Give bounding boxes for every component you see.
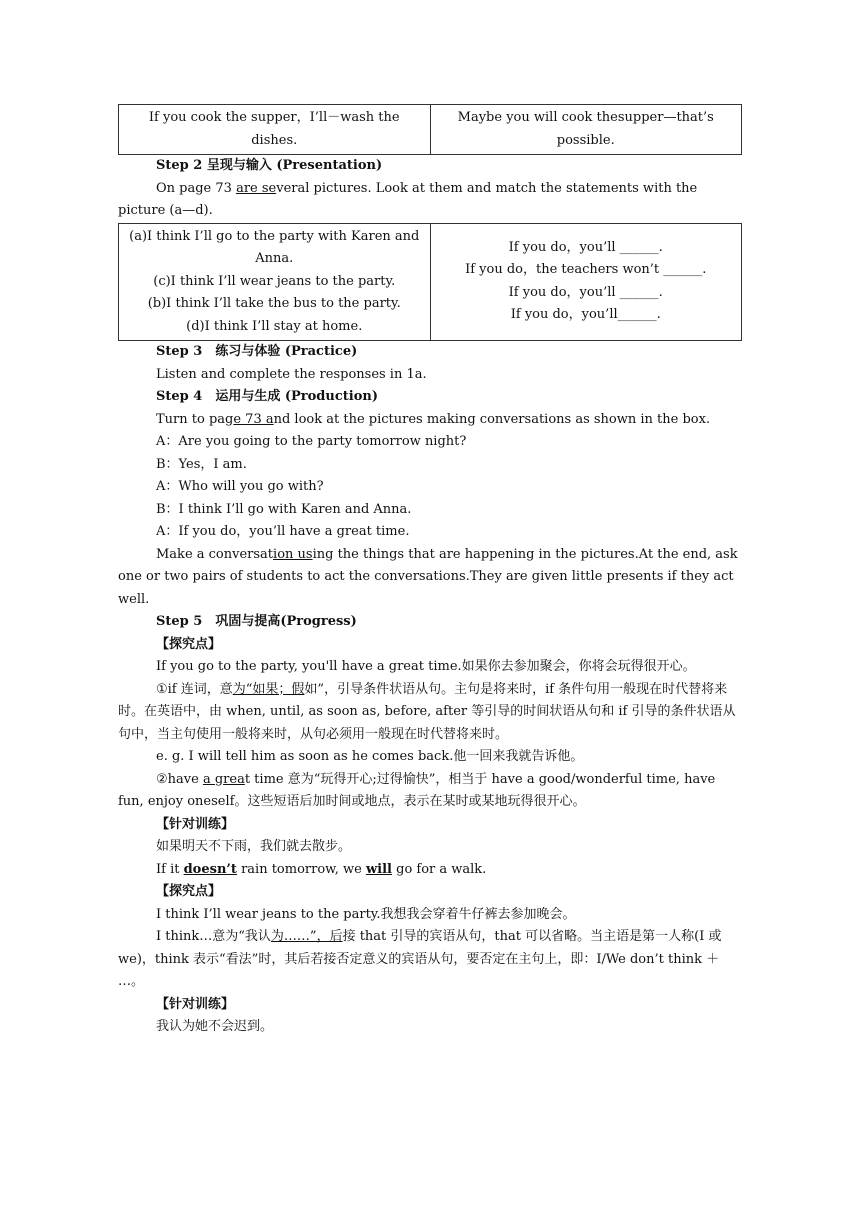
text: go for a walk. [391, 861, 487, 877]
response: If you do，you’ll ______. [508, 239, 663, 255]
step3-text: Listen and complete the responses in 1a. [156, 366, 427, 382]
step2-heading: Step 2 呈现与输入 (Presentation) [156, 158, 383, 173]
example-sentence: e. g. I will tell him as soon as he comes back.他一回来我就告诉他。 [156, 749, 584, 764]
text: If it [156, 861, 184, 877]
table-cell-right: Maybe you will cook thesupper—that’s possible. [430, 105, 742, 155]
grammar-note [118, 679, 742, 747]
answer-blank: doesn’t [183, 861, 237, 877]
text: Turn to pag [156, 411, 234, 427]
statement: (b)I think I’ll take the bus to the party. [147, 296, 401, 311]
underlined-text: e 73 a [233, 411, 274, 427]
underlined-text: 为……”，后 [270, 929, 343, 944]
text: 接 that 引导的宾语从句，that 可以省略。当主语是第一人称(I 或 we)，think 表示“看法”时，其后若接否定意义的宾语从句，要否定在主句上，即：I/We don’t think ＋ …。 [118, 929, 726, 989]
response: If you do，you’ll______. [510, 307, 661, 323]
text: rain tomorrow, we [236, 861, 366, 877]
answer-blank: will [365, 861, 392, 877]
underlined-text: 为“如果；假 [232, 681, 305, 697]
responses-cell [430, 223, 742, 341]
statements-table [118, 223, 742, 342]
statements-cell [119, 223, 431, 341]
text: ing the things that are happening in the pictures.At the end, ask one or two pairs of students to act the conversations.They are given little presents if they act well. [118, 546, 742, 607]
text: ②have [156, 771, 203, 787]
text: Make a conversat [156, 546, 274, 562]
text: t time 意为“玩得开心;过得愉快”，相当于 have a good/wonderful time, have fun, enjoy oneself。这些短语后加时间或地点，表示在某时或某地玩得很开心。 [118, 771, 720, 809]
training-prompt: 我认为她不会迟到。 [156, 1019, 274, 1034]
dialog-line: B：Yes，I am. [156, 456, 247, 472]
text: veral pictures. Look at them and match the statements with the picture (a—d). [118, 180, 702, 218]
training-answer [118, 859, 742, 882]
statement: (d)I think I’ll stay at home. [186, 318, 363, 334]
grammar-note [118, 926, 742, 994]
text: I think…意为“我认 [156, 929, 271, 944]
statement: (a)I think I’ll go to the party with Karen and Anna. [129, 228, 420, 266]
dialog-line: A：If you do，you’ll have a great time. [156, 524, 410, 539]
step5-heading: Step 5 巩固与提高(Progress) [156, 614, 357, 629]
text: 如”，引导条件状语从句。主句是将来时，if 条件句用一般现在时代替将来时。在英语中，由 when, until, as soon as, before, after 等引导的时间状语从句和 if 引导的条件状语从句中，当主句使用一般将来时，从句必须用一般现在时代替将来时。 [118, 681, 736, 742]
dialog-line: A：Are you going to the party tomorrow night? [156, 434, 467, 449]
training-label: 【针对训练】 [156, 996, 235, 1012]
statement: (c)I think I’ll wear jeans to the party. [153, 273, 396, 289]
dialog-line: B：I think I’ll go with Karen and Anna. [156, 501, 412, 517]
training-prompt: 如果明天不下雨，我们就去散步。 [156, 839, 352, 854]
dialog-line: A：Who will you go with? [156, 479, 324, 494]
step3-heading: Step 3 练习与体验 (Practice) [156, 344, 358, 359]
explore-sentence: I think I’ll wear jeans to the party.我想我会穿着牛仔裤去参加晚会。 [156, 906, 576, 922]
text: nd look at the pictures making conversations as shown in the box. [273, 411, 711, 427]
training-label: 【针对训练】 [156, 816, 235, 832]
underlined-text: are se [236, 180, 277, 196]
table-cell-left: If you cook the supper，I’ll－wash the dishes. [119, 105, 431, 155]
step4-paragraph [118, 409, 742, 432]
underlined-text: a grea [202, 771, 245, 787]
response: If you do，you’ll ______. [508, 284, 663, 300]
conditional-table-top [118, 104, 742, 155]
step4-heading: Step 4 运用与生成 (Production) [156, 389, 378, 404]
grammar-note [118, 769, 742, 814]
explore-sentence: If you go to the party, you'll have a great time.如果你去参加聚会，你将会玩得很开心。 [156, 659, 696, 674]
response: If you do，the teachers won’t ______. [465, 262, 707, 278]
text: On page 73 [156, 180, 237, 196]
underlined-text: ion us [273, 546, 313, 562]
text: ①if 连词，意 [156, 681, 233, 697]
step4-paragraph-2 [118, 544, 742, 612]
explore-label: 【探究点】 [156, 636, 222, 652]
step2-paragraph [118, 178, 742, 223]
explore-label: 【探究点】 [156, 884, 222, 899]
document-page [118, 104, 742, 1039]
